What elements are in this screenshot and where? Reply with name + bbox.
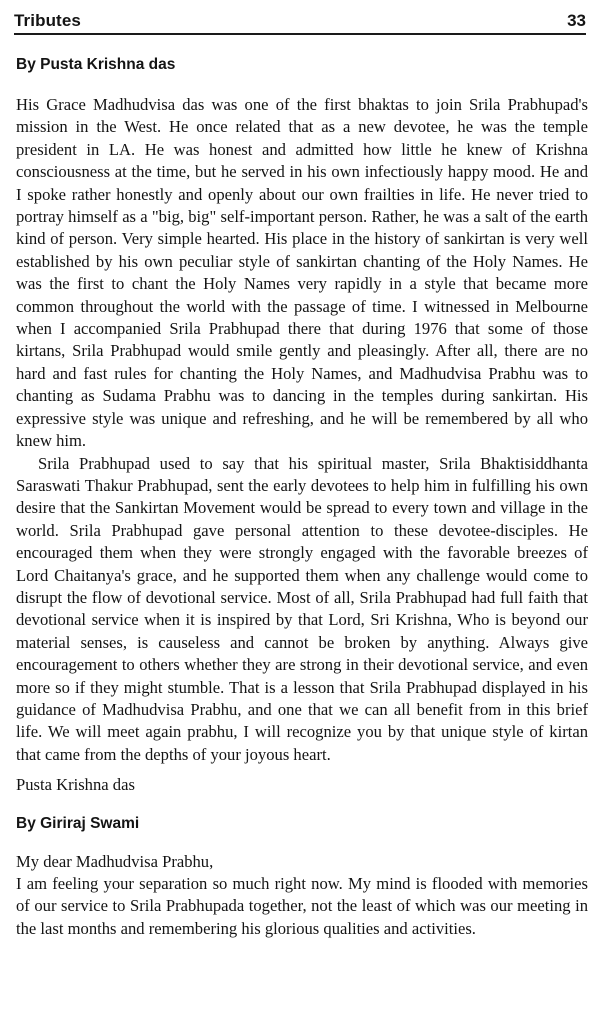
letter-salutation: My dear Madhudvisa Prabhu,	[16, 851, 214, 871]
tribute-paragraph: I am feeling your separation so much right now. My mind is flooded with memories of our service to Srila Prabhupada together, not the least of which was our meeting in the last months and remembering his glorious qualities and activities.	[16, 874, 588, 938]
tribute-byline: By Giriraj Swami	[16, 814, 140, 832]
tribute-giriraj-swami	[16, 813, 588, 941]
page-number: 33	[567, 11, 586, 30]
running-header	[14, 9, 586, 35]
tribute-byline: By Pusta Krishna das	[16, 56, 176, 73]
running-title: Tributes	[14, 11, 81, 30]
tribute-signature: Pusta Krishna das	[16, 775, 135, 795]
page-body	[16, 54, 588, 940]
tribute-pusta-krishna	[16, 54, 588, 797]
tribute-paragraph: Srila Prabhupad used to say that his spiritual master, Srila Bhaktisiddhanta Saraswati Thakur Prabhupad, sent the early devotees to help him in fulfilling his own desire that the Sankirtan Movement would be spread to every town and village in the world. Srila Prabhupad gave personal attention to these devotee-disciples. He encouraged them when they were strongly engaged with the favorable breezes of Lord Chaitanya's grace, and he supported them when any challenge would come to disrupt the flow of devotional service. Most of all, Srila Prabhupad had full faith that devotional service when it is inspired by that Lord, Sri Krishna, Who is beyond our material senses, is causeless and cannot be broken by anything. Always give encouragement to others whether they are strong in their devotional service, and even more so if they might stumble. That is a lesson that Srila Prabhupad displayed in his guidance of Madhudvisa Prabhu, and one that we can all benefit from in this brief life. We will meet again prabhu, I will recognize you by that unique style of kirtan that came from the depths of your joyous heart.	[16, 453, 588, 764]
tribute-paragraph: His Grace Madhudvisa das was one of the first bhaktas to join Srila Prabhupad's mission in the West. He once related that as a new devotee, he was the temple president in LA. He was honest and admitted how little he knew of Krishna consciousness at the time, but he served in his own infectiously happy mood. He and I spoke rather honestly and openly about our own frailties in life. He never tried to portray himself as a "big, big" self-important person. Rather, he was a salt of the earth kind of person. Very simple hearted. His place in the history of sankirtan is very well established by his own peculiar style of sankirtan chanting of the Holy Names. He was the first to chant the Holy Names very rapidly in a style that became more common throughout the world with the passage of time. I witnessed in Melbourne when I accompanied Srila Prabhupad there that during 1976 that some of those kirtans, Srila Prabhupad would smile gently and pleasingly. After all, there are no hard and fast rules for chanting the Holy Names, and Madhudvisa Prabhu was to chanting as Sudama Prabhu was to dancing in the temples during sankirtan. His expressive style was unique and refreshing, and he will be remembered by all who knew him.	[16, 95, 588, 451]
